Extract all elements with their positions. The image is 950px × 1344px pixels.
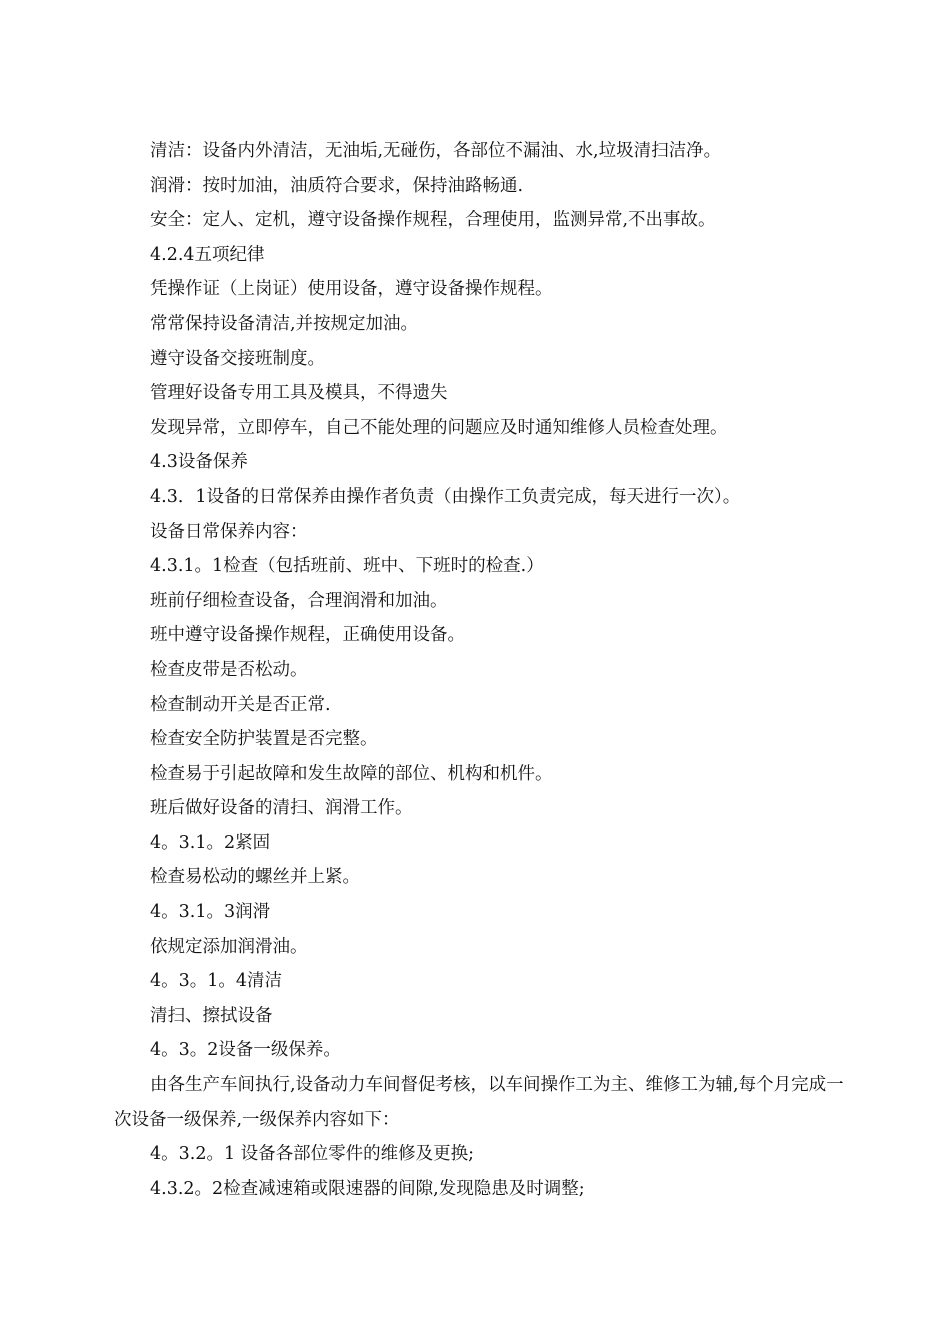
text-line: 凭操作证（上岗证）使用设备，遵守设备操作规程。	[150, 279, 553, 300]
text-line: 检查易于引起故障和发生故障的部位、机构和机件。	[150, 763, 553, 784]
text-line: 检查皮带是否松动。	[150, 659, 308, 680]
text-line: 4.3．1设备的日常保养由操作者负责（由操作工负责完成，每天进行一次）。	[150, 486, 741, 507]
text-line: 安全：定人、定机，遵守设备操作规程，合理使用，监测异常,不出事故。	[150, 210, 716, 231]
section-heading: 4.3.1。1检查（包括班前、班中、下班时的检查.）	[150, 556, 544, 577]
text-line: 遵守设备交接班制度。	[150, 348, 325, 369]
text-line: 常常保持设备清洁,并按规定加油。	[150, 313, 419, 334]
text-line: 依规定添加润滑油。	[150, 936, 308, 957]
text-line: 检查安全防护装置是否完整。	[150, 729, 378, 750]
text-line: 4。3.2。1 设备各部位零件的维修及更换;	[150, 1144, 475, 1165]
section-heading: 4.2.4五项纪律	[150, 244, 265, 265]
section-heading: 4。3。1。4清洁	[150, 971, 283, 992]
text-line: 班中遵守设备操作规程，正确使用设备。	[150, 625, 465, 646]
text-line: 检查易松动的螺丝并上紧。	[150, 867, 360, 888]
section-heading: 4。3.1。3润滑	[150, 902, 271, 923]
document-body	[114, 134, 844, 1206]
section-heading: 4。3。2设备一级保养。	[150, 1040, 341, 1061]
text-line: 班前仔细检查设备，合理润滑和加油。	[150, 590, 448, 611]
text-line: 班后做好设备的清扫、润滑工作。	[150, 798, 413, 819]
text-line: 设备日常保养内容：	[150, 521, 308, 542]
text-line: 清洁：设备内外清洁，无油垢,无碰伤，各部位不漏油、水,垃圾清扫洁净。	[150, 141, 722, 161]
section-heading: 4。3.1。2紧固	[150, 832, 271, 853]
text-line: 4.3.2。2检查减速箱或限速器的间隙,发现隐患及时调整;	[150, 1178, 585, 1199]
text-line: 清扫、擦拭设备	[150, 1005, 273, 1026]
body-paragraph: 由各生产车间执行,设备动力车间督促考核，以车间操作工为主、维修工为辅,每个月完成一次设备一级保养,一级保养内容如下：	[114, 1075, 844, 1130]
text-line: 管理好设备专用工具及模具，不得遗失	[150, 383, 448, 404]
text-line: 发现异常，立即停车，自己不能处理的问题应及时通知维修人员检查处理。	[150, 417, 728, 438]
section-heading: 4.3设备保养	[150, 452, 248, 473]
text-line: 检查制动开关是否正常.	[150, 694, 331, 715]
text-line: 润滑：按时加油，油质符合要求，保持油路畅通.	[150, 175, 524, 196]
